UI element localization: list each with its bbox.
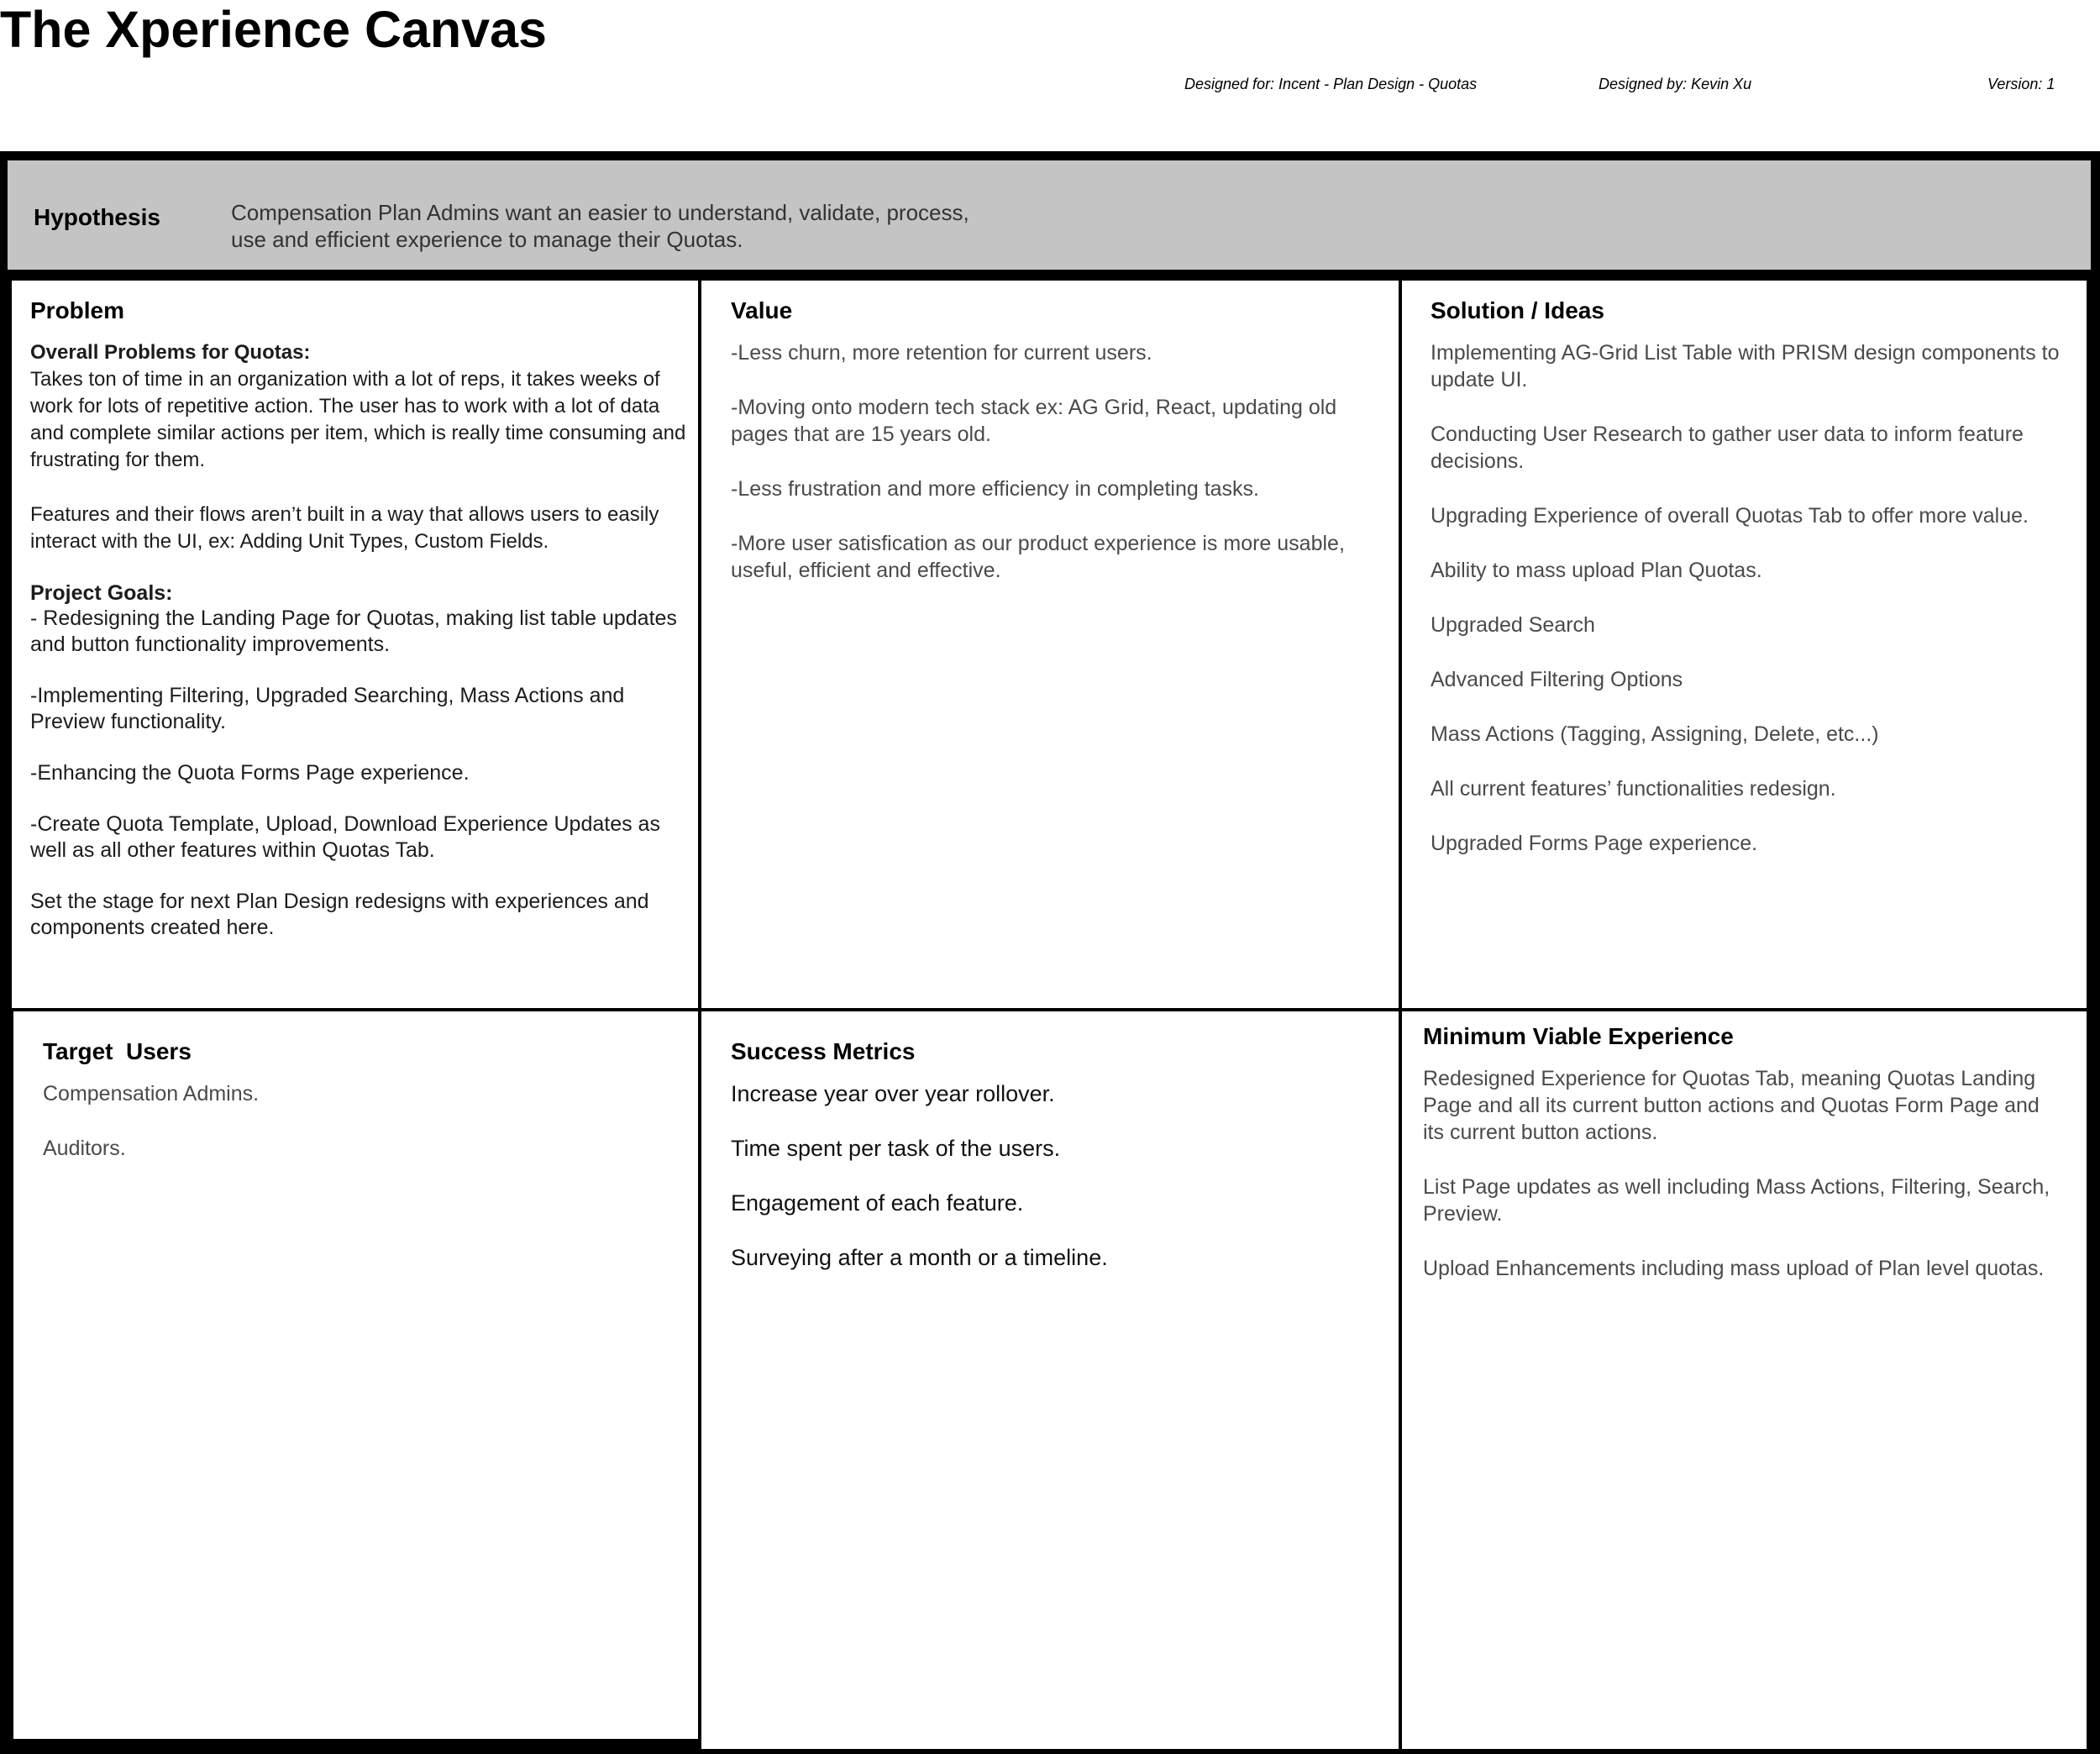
mve-panel	[1402, 1011, 2087, 1749]
project-goals-heading: Project Goals:	[30, 581, 173, 605]
value-panel	[701, 281, 1399, 1008]
page-title: The Xperience Canvas	[0, 1, 547, 58]
overall-problems-text: Takes ton of time in an organization with a lot of reps, it takes weeks of work for lots of repetitive action. The user has to work with a lot of data and complete similar actions per item, which is really time consuming and frustrating for them.	[30, 368, 686, 471]
solution-item: Mass Actions (Tagging, Assigning, Delete, etc...)	[1431, 722, 1879, 746]
value-item: -Less churn, more retention for current users.	[731, 341, 1152, 365]
overall-problems-heading: Overall Problems for Quotas:	[30, 341, 311, 364]
success-metrics-title: Success Metrics	[731, 1038, 916, 1064]
success-metric-item: Time spent per task of the users.	[731, 1136, 1061, 1161]
mve-item: List Page updates as well including Mass Actions, Filtering, Search, Preview.	[1423, 1175, 2050, 1226]
problem-title: Problem	[30, 297, 125, 323]
solution-item: Upgraded Search	[1431, 613, 1595, 637]
value-body	[731, 339, 1394, 612]
success-metric-item: Surveying after a month or a timeline.	[731, 1245, 1108, 1270]
canvas-frame	[0, 151, 2100, 1754]
mve-item: Redesigned Experience for Quotas Tab, meaning Quotas Landing Page and all its current button actions and Quotas Form Page and its current button actions.	[1423, 1067, 2040, 1144]
success-metric-item: Engagement of each feature.	[731, 1190, 1024, 1216]
designed-for: Designed for: Incent - Plan Design - Quotas	[1184, 76, 1478, 92]
project-goal-item: -Implementing Filtering, Upgraded Searching, Mass Actions and Preview functionality.	[30, 684, 625, 733]
value-item: -More user satisfication as our product experience is more usable, useful, efficient and effective.	[731, 532, 1345, 582]
project-goals-list	[30, 606, 694, 941]
hypothesis-text: Compensation Plan Admins want an easier to understand, validate, process, use and efficient experience to manage their Quotas.	[231, 200, 969, 252]
success-metrics-body	[731, 1080, 1394, 1299]
designed-by: Designed by: Kevin Xu	[1599, 76, 1752, 92]
version: Version: 1	[1987, 76, 2055, 92]
project-goal-item: -Create Quota Template, Upload, Download Experience Updates as well as all other features within Quotas Tab.	[30, 812, 660, 862]
solution-item: Upgrading Experience of overall Quotas Tab to offer more value.	[1431, 504, 2029, 528]
value-title: Value	[731, 297, 793, 323]
solution-item: All current features’ functionalities redesign.	[1431, 777, 1836, 801]
solution-item: Conducting User Research to gather user data to inform feature decisions.	[1431, 423, 2024, 473]
hypothesis-bar	[8, 160, 2091, 270]
solution-panel	[1402, 281, 2087, 1008]
value-item: -Less frustration and more efficiency in completing tasks.	[731, 477, 1259, 501]
solution-body	[1431, 339, 2082, 885]
target-user-item: Auditors.	[43, 1137, 126, 1160]
problem-body	[30, 339, 694, 941]
target-users-title: Target Users	[43, 1038, 192, 1064]
features-problem-text: Features and their flows aren’t built in a way that allows users to easily interact with the UI, ex: Adding Unit Types, Custom Fields.	[30, 503, 659, 553]
solution-item: Ability to mass upload Plan Quotas.	[1431, 559, 1762, 582]
project-goal-item: Set the stage for next Plan Design redesigns with experiences and components created here.	[30, 890, 649, 939]
project-goal-item: - Redesigning the Landing Page for Quotas, making list table updates and button functionality improvements.	[30, 607, 677, 656]
solution-item: Implementing AG-Grid List Table with PRISM design components to update UI.	[1431, 341, 2060, 391]
target-user-item: Compensation Admins.	[43, 1082, 260, 1105]
hypothesis-label: Hypothesis	[34, 204, 160, 230]
success-metrics-panel	[701, 1011, 1399, 1749]
problem-panel	[12, 281, 698, 1008]
mve-title: Minimum Viable Experience	[1423, 1023, 1734, 1049]
mve-item: Upload Enhancements including mass upload of Plan level quotas.	[1423, 1257, 2045, 1280]
project-goal-item: -Enhancing the Quota Forms Page experience.	[30, 761, 470, 785]
target-users-body	[43, 1080, 681, 1189]
success-metric-item: Increase year over year rollover.	[731, 1081, 1055, 1106]
value-item: -Moving onto modern tech stack ex: AG Grid, React, updating old pages that are 15 years old.	[731, 396, 1337, 446]
mve-body	[1423, 1065, 2061, 1310]
target-users-panel	[13, 1011, 698, 1739]
solution-item: Advanced Filtering Options	[1431, 668, 1683, 691]
solution-item: Upgraded Forms Page experience.	[1431, 832, 1758, 855]
solution-title: Solution / Ideas	[1431, 297, 1604, 323]
